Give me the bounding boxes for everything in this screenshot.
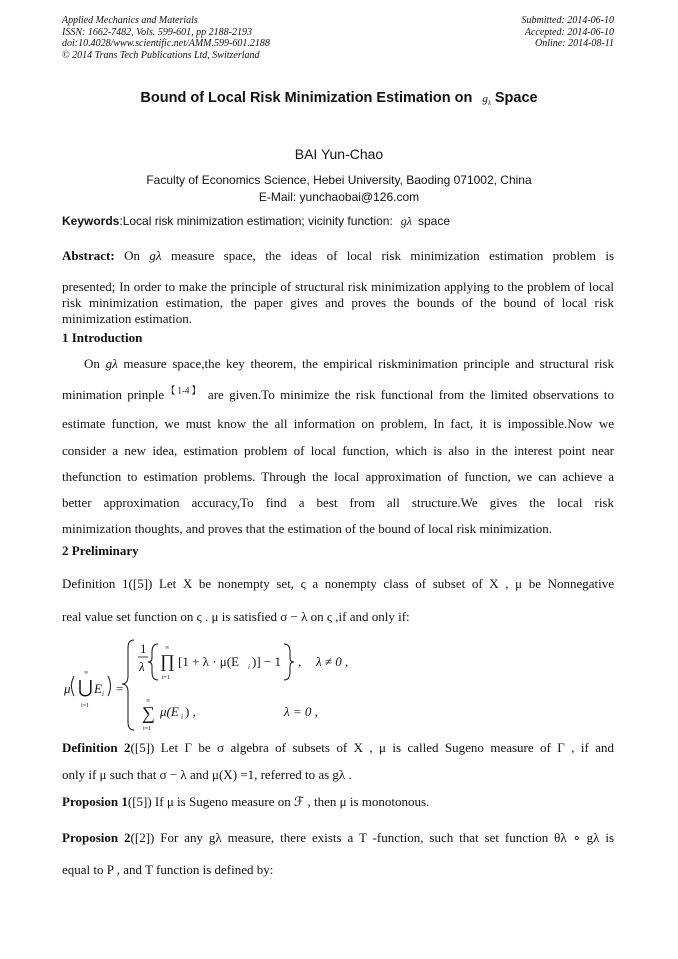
svg-text:∞: ∞ [146, 698, 151, 704]
svg-text:∞: ∞ [84, 670, 89, 676]
svg-text:i: i [181, 713, 183, 721]
affiliation: Faculty of Economics Science, Hebei University, Baoding 071002, China [146, 173, 532, 187]
journal-info [62, 15, 270, 61]
proposition-2-line-1: Proposion 2([2]) For any gλ measure, there exists a T -function, such that set function θλ ∘ gλ is [62, 830, 614, 845]
author-name: BAI Yun-Chao [294, 146, 384, 162]
intro-line-1: On gλ measure space,the key theorem, the empirical riskminimation principle and structural risk [84, 356, 614, 371]
section-2-heading: 2 Preliminary [62, 543, 139, 558]
dates-info [522, 15, 615, 50]
intro-line-2: minimation prinple$^{【1-4】}$ are given.To minimize the risk functional from the limited observations to [62, 385, 615, 402]
svg-text:)] − 1: )] − 1 [252, 654, 281, 669]
affiliation-block [0, 172, 678, 206]
definition-2-line-1: Definition 2([5]) Let Γ be σ algebra of subsets of X , μ is called Sugeno measure of Γ , if and [62, 740, 614, 755]
proposition-2-label: Proposion 2 [62, 830, 131, 845]
svg-text:μ(E: μ(E [160, 704, 179, 719]
intro-line-5: thefunction to estimation problems. Through the local approximation of function, we can achieve a [62, 469, 614, 484]
email: E-Mail: yunchaobai@126.com [258, 190, 420, 204]
svg-text:∑: ∑ [142, 703, 155, 723]
keywords-label: Keywords [62, 214, 120, 228]
abstract-text: presented; In order to make the principle of structural risk minimization applying to the problem of local risk minimization estimation, the paper gives and proves the bounds of the bound of local risk minimization estimation. [62, 279, 614, 326]
journal-name: Applied Mechanics and Materials [62, 15, 198, 26]
svg-text:i=1: i=1 [162, 675, 171, 681]
svg-text:E: E [94, 681, 102, 696]
proposition-1-label: Proposion 1 [62, 794, 128, 809]
definition-1-line-1: Definition 1([5]) Let X be nonempty set, ς a nonempty class of subset of X , μ be Nonnegative [62, 576, 614, 591]
svg-text:λ = 0 ,: λ = 0 , [284, 704, 318, 719]
svg-text:,: , [298, 654, 302, 669]
citation: 【1-4】 [164, 385, 203, 396]
online-date: Online: 2014-08-11 [535, 38, 614, 49]
doi: doi:10.4028/www.scientific.net/AMM.599-601.2188 [62, 38, 270, 49]
svg-text:1: 1 [140, 641, 147, 656]
svg-text:∞: ∞ [165, 645, 170, 651]
g-lambda-symbol: $g_\lambda$ [482, 93, 491, 108]
abstract-line-1: Abstract: On gλ measure space, the ideas of local risk minimization estimation problem is [62, 248, 615, 263]
svg-text:i: i [102, 690, 104, 698]
accepted-date: Accepted: 2014-06-10 [524, 26, 614, 38]
section-1-heading: 1 Introduction [62, 330, 143, 345]
svg-text:i=1: i=1 [81, 703, 90, 709]
svg-text:) ,: ) , [185, 704, 196, 719]
definition-2-line-2: only if μ such that σ − λ and μ(X) =1, referred to as gλ . [62, 767, 352, 782]
svg-text:=: = [116, 681, 124, 696]
submitted-date: Submitted: 2014-06-10 [521, 15, 614, 26]
svg-text:i=1: i=1 [143, 726, 152, 732]
intro-line-4: consider a new idea, estimation problem of local function, which is also in the interest point near [62, 443, 614, 458]
definition-2-label: Definition 2 [62, 740, 131, 755]
issn: ISSN: 1662-7482, Vols. 599-601, pp 2188-2193 [62, 26, 252, 38]
proposition-2-line-2: equal to P , and T function is defined by: [62, 862, 274, 877]
proposition-1: Proposion 1([5]) If μ is Sugeno measure on ℱ , then μ is monotonous. [62, 794, 430, 809]
abstract-label: Abstract: [62, 248, 115, 263]
intro-line-3: estimate function, we must know the all information on problem, In fact, it is impossible.Now we [62, 416, 614, 431]
svg-text:i: i [248, 663, 250, 671]
svg-text:μ: μ [64, 681, 71, 696]
copyright: © 2014 Trans Tech Publications Ltd, Switzerland [62, 49, 260, 61]
svg-text:λ ≠ 0 ,: λ ≠ 0 , [316, 654, 349, 669]
svg-text:λ: λ [139, 659, 145, 674]
sugeno-measure-formula [62, 636, 362, 734]
svg-text:∏: ∏ [160, 651, 175, 671]
intro-line-7: minimization thoughts, and proves that the estimation of the bound of local risk minimization. [62, 521, 552, 536]
paper-title: Bound of Local Risk Minimization Estimation on $g_\lambda$ Space [140, 90, 538, 108]
svg-text:⋃: ⋃ [78, 677, 93, 697]
intro-line-6: better approximation accuracy,To find a best from all structure.We gives the local risk [62, 495, 614, 510]
keywords: Keywords:Local risk minimization estimation; vicinity function: gλ space [62, 214, 451, 228]
g-lambda-symbol: gλ [400, 214, 412, 228]
svg-text:[1 + λ · μ(E: [1 + λ · μ(E [178, 654, 240, 669]
definition-1-line-2: real value set function on ς . μ is satisfied σ − λ on ς ,if and only if: [62, 609, 410, 624]
